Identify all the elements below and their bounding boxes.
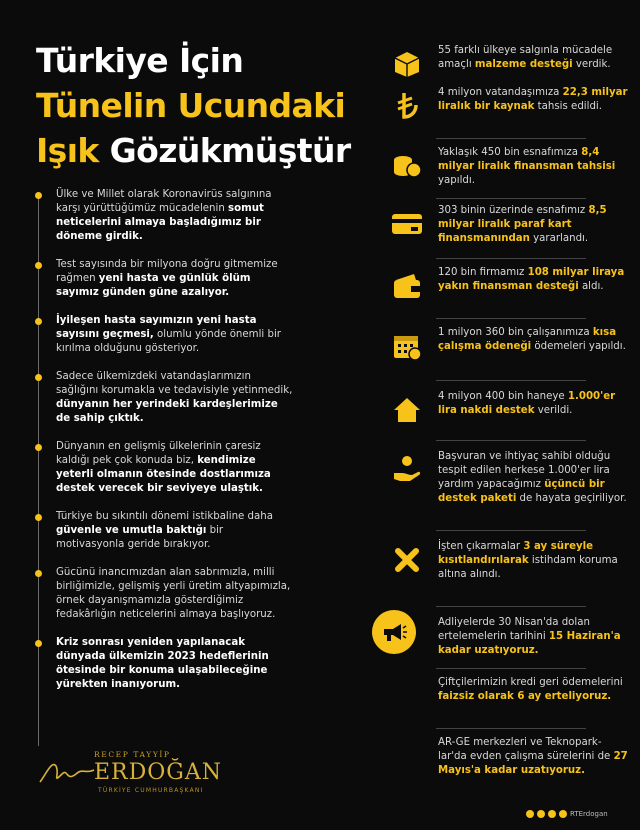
right-item-text: [438, 540, 628, 582]
facebook-icon[interactable]: [526, 810, 534, 818]
item-text: 4 milyon 400 bin haneye: [438, 391, 568, 402]
right-item-text: [438, 44, 628, 72]
item-highlight-text: malzeme desteği: [474, 59, 573, 70]
separator-line: [436, 440, 586, 441]
hand-coin-icon: [388, 452, 426, 488]
item-text: aldı.: [578, 281, 604, 292]
bullet-dot-icon: [35, 444, 42, 451]
bullet-dot-icon: [35, 318, 42, 325]
right-item-text: [438, 676, 628, 704]
item-text: Ülke ve Millet olarak Koronavirüs salgınına karşı yürüttüğümüz mücadelenin: [56, 189, 272, 214]
signature: [36, 738, 236, 798]
right-item-text: [438, 736, 628, 778]
item-text: olumlu yönde önemli bir kırılma olduğunu gösteriyor.: [56, 329, 281, 354]
signature-subtitle: TÜRKİYE CUMHURBAŞKANI: [98, 787, 204, 794]
lira-icon: [388, 88, 426, 124]
item-text: Dünyanın en gelişmiş ülkelerinin çaresiz kaldığı pek çok konuda biz,: [56, 441, 261, 466]
page-title: [36, 38, 376, 173]
item-highlight-text: 22,3 milyar liralık bir kaynak: [438, 87, 628, 112]
item-highlight-text: 27 Mayıs'a kadar uzatıyoruz.: [438, 751, 628, 776]
right-item-text: [438, 450, 628, 506]
megaphone-icon: [381, 621, 407, 643]
item-text: yapıldı.: [438, 175, 475, 186]
item-text: verildi.: [534, 405, 573, 416]
bullet-dot-icon: [35, 570, 42, 577]
box-icon: [388, 46, 426, 82]
item-bold-text: Kriz sonrası yeniden yapılanacak dünyada ülkemizin 2023 hedeflerinin ötesinde bir konuma ulaşabileceğine yürekten inanıyorum.: [56, 637, 269, 690]
bullet-dot-icon: [35, 374, 42, 381]
house-icon: [388, 392, 426, 428]
right-item-text: [438, 146, 628, 188]
item-bold-text: İyileşen hasta sayımızın yeni hasta sayısını geçmesi,: [56, 315, 257, 340]
item-text: Yaklaşık 450 bin esnafımıza: [438, 147, 582, 158]
social-handle[interactable]: RTErdogan: [570, 810, 608, 818]
bullet-dot-icon: [35, 514, 42, 521]
separator-line: [436, 530, 586, 531]
title-line-2: Tünelin Ucundaki: [36, 86, 346, 125]
separator-line: [436, 138, 586, 139]
right-item-text: [438, 204, 628, 246]
signature-surname: ERDOĞAN: [94, 760, 223, 785]
item-text: 120 bin firmamız: [438, 267, 528, 278]
title-line-3-white: Gözükmüştür: [109, 131, 351, 170]
signature-first-names: RECEP TAYYİP: [94, 750, 171, 759]
item-text: tahsis edildi.: [534, 101, 602, 112]
separator-line: [436, 668, 586, 669]
item-highlight-text: 3 ay süreyle kısıtlandırılarak: [438, 541, 594, 566]
left-list-item: [36, 314, 294, 356]
item-text: bir motivasyonla geride bırakıyor.: [56, 525, 224, 550]
item-bold-text: yeni hasta ve günlük ölüm sayımız günden güne azalıyor.: [56, 273, 251, 298]
bullet-dot-icon: [35, 640, 42, 647]
bullet-dot-icon: [35, 262, 42, 269]
left-list-item: [36, 188, 294, 244]
item-text: Adliyelerde 30 Nisan'da dolan ertelemelerin tarihini: [438, 617, 590, 642]
item-highlight-text: 8,5 milyar liralık paraf kart finansmanından: [438, 205, 607, 244]
item-highlight-text: kısa çalışma ödeneği: [438, 327, 617, 352]
coins-icon: [388, 148, 426, 184]
separator-line: [436, 258, 586, 259]
separator-line: [436, 318, 586, 319]
left-list-item: [36, 370, 294, 426]
left-list-item: [36, 636, 294, 692]
item-text: verdik.: [572, 59, 611, 70]
item-text: Gücünü inancımızdan alan sabrımızla, milli birliğimizle, gelişmiş yerli üretim altyapımızla, örnek dayanışmamızla gösterdiğimiz fedakârlığın neticelerini almaya başlıyoruz.: [56, 567, 291, 620]
item-text: 1 milyon 360 bin çalışanımıza: [438, 327, 593, 338]
separator-line: [436, 198, 586, 199]
right-item-text: [438, 390, 628, 418]
bullet-dot-icon: [35, 192, 42, 199]
left-column: [36, 188, 294, 706]
right-item-text: [438, 326, 628, 354]
cross-icon: [388, 542, 426, 578]
item-bold-text: güvenle ve umutla baktığı: [56, 525, 207, 536]
item-highlight-text: faizsiz olarak 6 ay erteliyoruz.: [438, 691, 612, 702]
right-item-text: [438, 616, 628, 658]
social-footer: [526, 810, 608, 818]
item-highlight-text: 1.000'er lira nakdi destek: [438, 391, 616, 416]
calendar-icon: [388, 328, 426, 364]
separator-line: [436, 606, 586, 607]
item-text: 4 milyon vatandaşımıza: [438, 87, 563, 98]
wallet-icon: [388, 268, 426, 304]
item-bold-text: somut neticelerini almaya başladığımız bir döneme girdik.: [56, 203, 264, 242]
item-text: İşten çıkarmalar: [438, 541, 524, 552]
item-text: istihdam koruma altına alındı.: [438, 555, 618, 580]
left-list-item: [36, 510, 294, 552]
item-text: ödemeleri yapıldı.: [531, 341, 626, 352]
item-text: de hayata geçiriliyor.: [516, 493, 627, 504]
item-bold-text: kendimize yeterli olmanın ötesinde dostlarımıza destek verecek bir seviyeye ulaştık.: [56, 455, 271, 494]
title-line-1: Türkiye İçin: [36, 41, 244, 80]
separator-line: [436, 380, 586, 381]
item-text: Sadece ülkemizdeki vatandaşlarımızın sağlığını korumakla ve tedavisiyle yetinmedik,: [56, 371, 293, 396]
item-text: 303 binin üzerinde esnafımız: [438, 205, 589, 216]
instagram-icon[interactable]: [548, 810, 556, 818]
right-item-text: [438, 266, 628, 294]
twitter-icon[interactable]: [537, 810, 545, 818]
item-highlight-text: 15 Haziran'a kadar uzatıyoruz.: [438, 631, 621, 656]
right-item-text: [438, 86, 628, 114]
title-line-3-yellow: Işık: [36, 131, 99, 170]
title-line-3: [36, 128, 376, 173]
youtube-icon[interactable]: [559, 810, 567, 818]
item-text: AR-GE merkezleri ve Teknopark-lar'da evden çalışma sürelerini de: [438, 737, 614, 762]
item-highlight-text: 8,4 milyar liralık finansman tahsisi: [438, 147, 616, 172]
item-text: yararlandı.: [529, 233, 589, 244]
item-text: 55 farklı ülkeye salgınla mücadele amaçlı: [438, 45, 613, 70]
left-list-item: [36, 258, 294, 300]
item-text: Test sayısında bir milyona doğru gitmemize rağmen: [56, 259, 278, 284]
item-text: Çiftçilerimizin kredi geri ödemelerini: [438, 677, 623, 688]
megaphone-badge: [372, 610, 416, 654]
left-list-item: [36, 566, 294, 622]
card-icon: [388, 206, 426, 242]
item-text: Başvuran ve ihtiyaç sahibi olduğu tespit edilen herkese 1.000'er lira yardım yapacağımız: [438, 451, 611, 490]
item-highlight-text: üçüncü bir destek paketi: [438, 479, 605, 504]
item-text: Türkiye bu sıkıntılı dönemi istikbaline daha: [56, 511, 273, 522]
item-bold-text: dünyanın her yerindeki kardeşlerimize de sahip çıktık.: [56, 399, 278, 424]
left-list-item: [36, 440, 294, 496]
item-highlight-text: 108 milyar liraya yakın finansman desteği: [438, 267, 625, 292]
signature-scribble: [36, 744, 96, 794]
separator-line: [436, 728, 586, 729]
